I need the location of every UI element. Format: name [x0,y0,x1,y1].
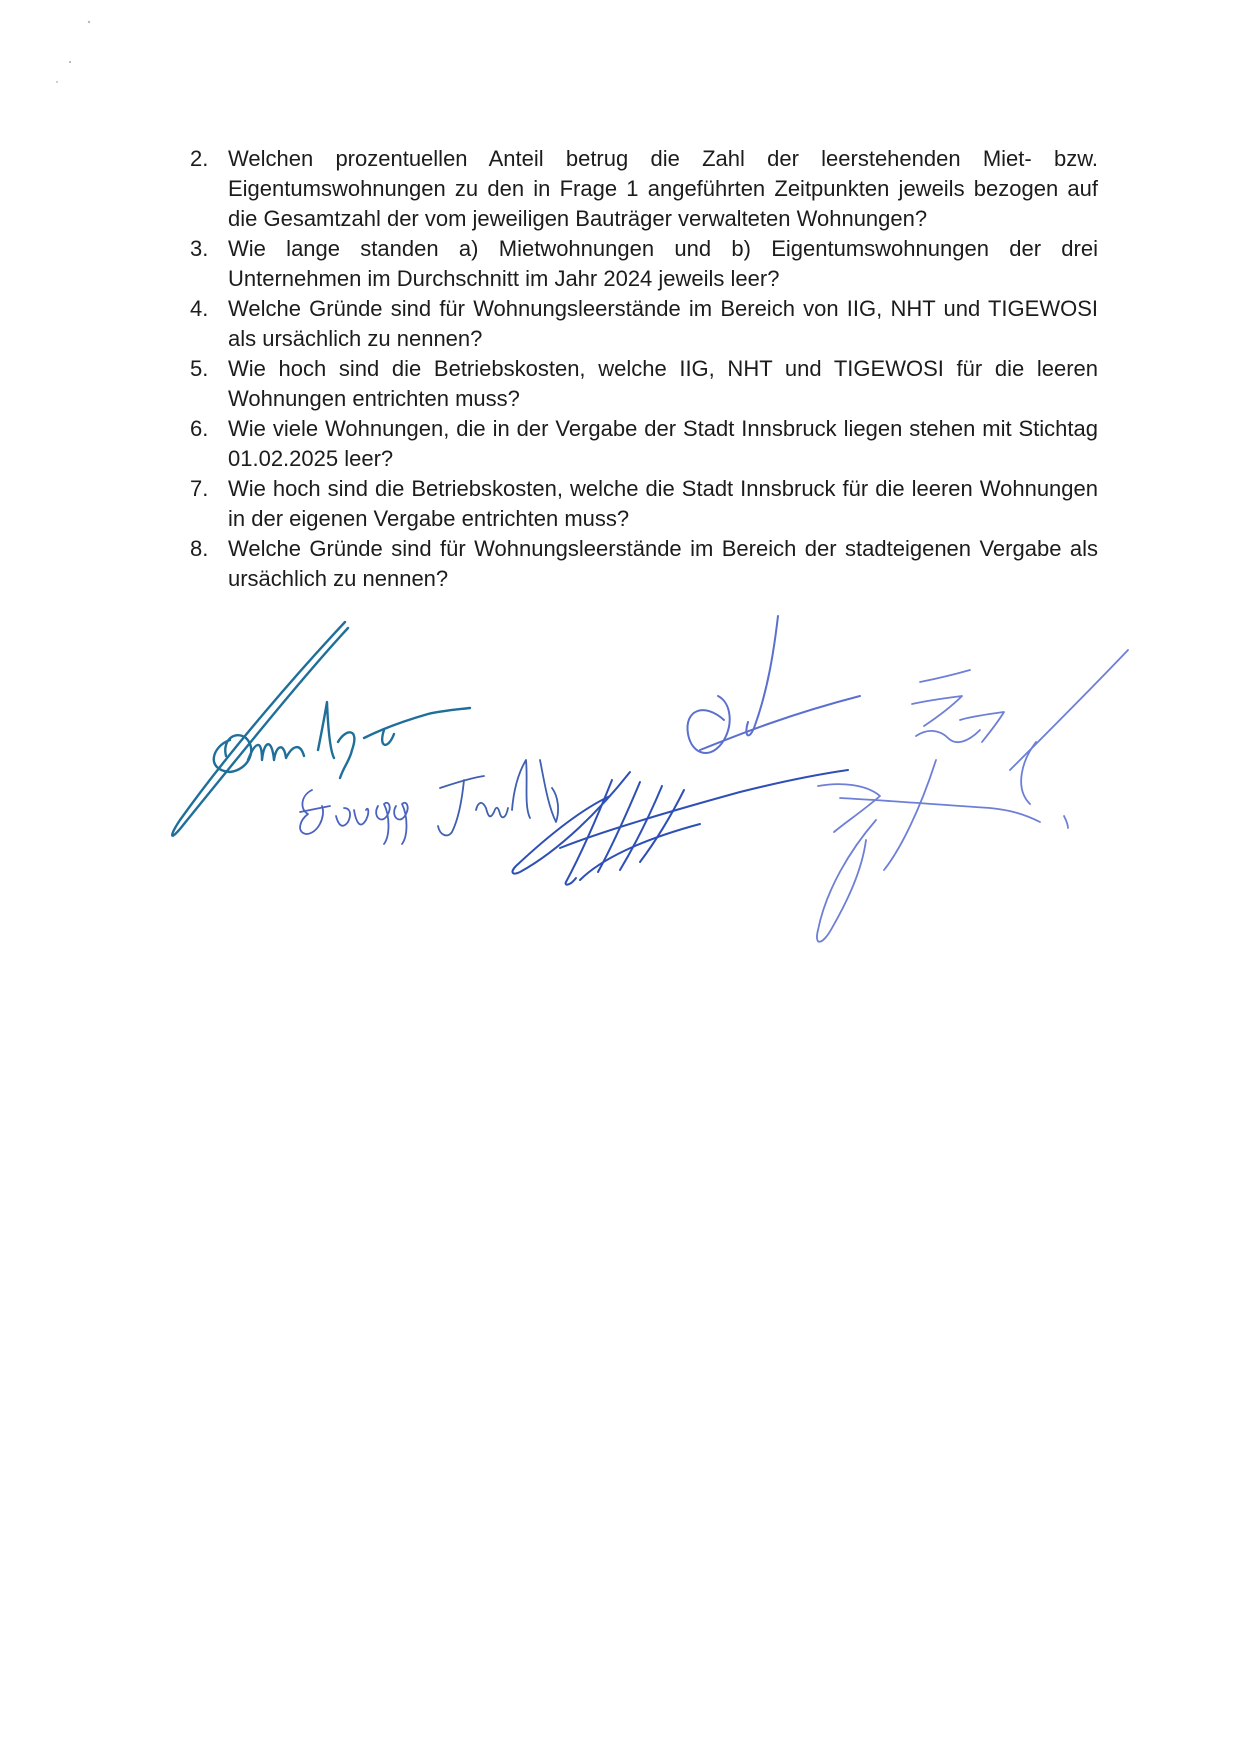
signature-4-icon [687,616,860,753]
question-number: 2. [190,146,209,171]
question-item [190,474,1098,534]
question-text: Wie lange standen a) Mietwohnungen und b) Eigentumswohnungen der drei Unternehmen im Durchschnitt im Jahr 2024 jeweils leer? [228,236,1098,291]
question-item [190,534,1098,594]
question-item [190,144,1098,234]
question-item [190,354,1098,414]
question-item [190,234,1098,294]
scan-specks-icon [0,0,120,120]
question-item [190,414,1098,474]
signatures-area [0,610,1244,1050]
question-text: Welche Gründe sind für Wohnungsleerstände im Bereich von IIG, NHT und TIGEWOSI als ursächlich zu nennen? [228,296,1098,351]
signature-3-icon [300,790,408,844]
question-number: 7. [190,476,209,501]
question-text: Welchen prozentuellen Anteil betrug die Zahl der leerstehenden Miet- bzw. Eigentumswohnungen zu den in Frage 1 angeführten Zeitpunkten jeweils bezogen auf die Gesamtzahl der vom jeweiligen Bauträger verwalteten Wohnungen? [228,146,1098,231]
question-number: 8. [190,536,209,561]
question-number: 6. [190,416,209,441]
question-list [190,144,1098,594]
question-text: Wie hoch sind die Betriebskosten, welche die Stadt Innsbruck für die leeren Wohnungen in der eigenen Vergabe entrichten muss? [228,476,1098,531]
signature-5-icon [513,770,848,885]
question-text: Wie viele Wohnungen, die in der Vergabe der Stadt Innsbruck liegen stehen mit Stichtag 01.02.2025 leer? [228,416,1098,471]
question-item [190,294,1098,354]
question-number: 5. [190,356,209,381]
signature-1-icon [172,622,470,836]
question-number: 4. [190,296,209,321]
signature-6-icon [817,650,1128,942]
question-text: Wie hoch sind die Betriebskosten, welche IIG, NHT und TIGEWOSI für die leeren Wohnungen entrichten muss? [228,356,1098,411]
question-text: Welche Gründe sind für Wohnungsleerstände im Bereich der stadteigenen Vergabe als ursächlich zu nennen? [228,536,1098,591]
question-number: 3. [190,236,209,261]
signature-2-icon [438,760,558,835]
